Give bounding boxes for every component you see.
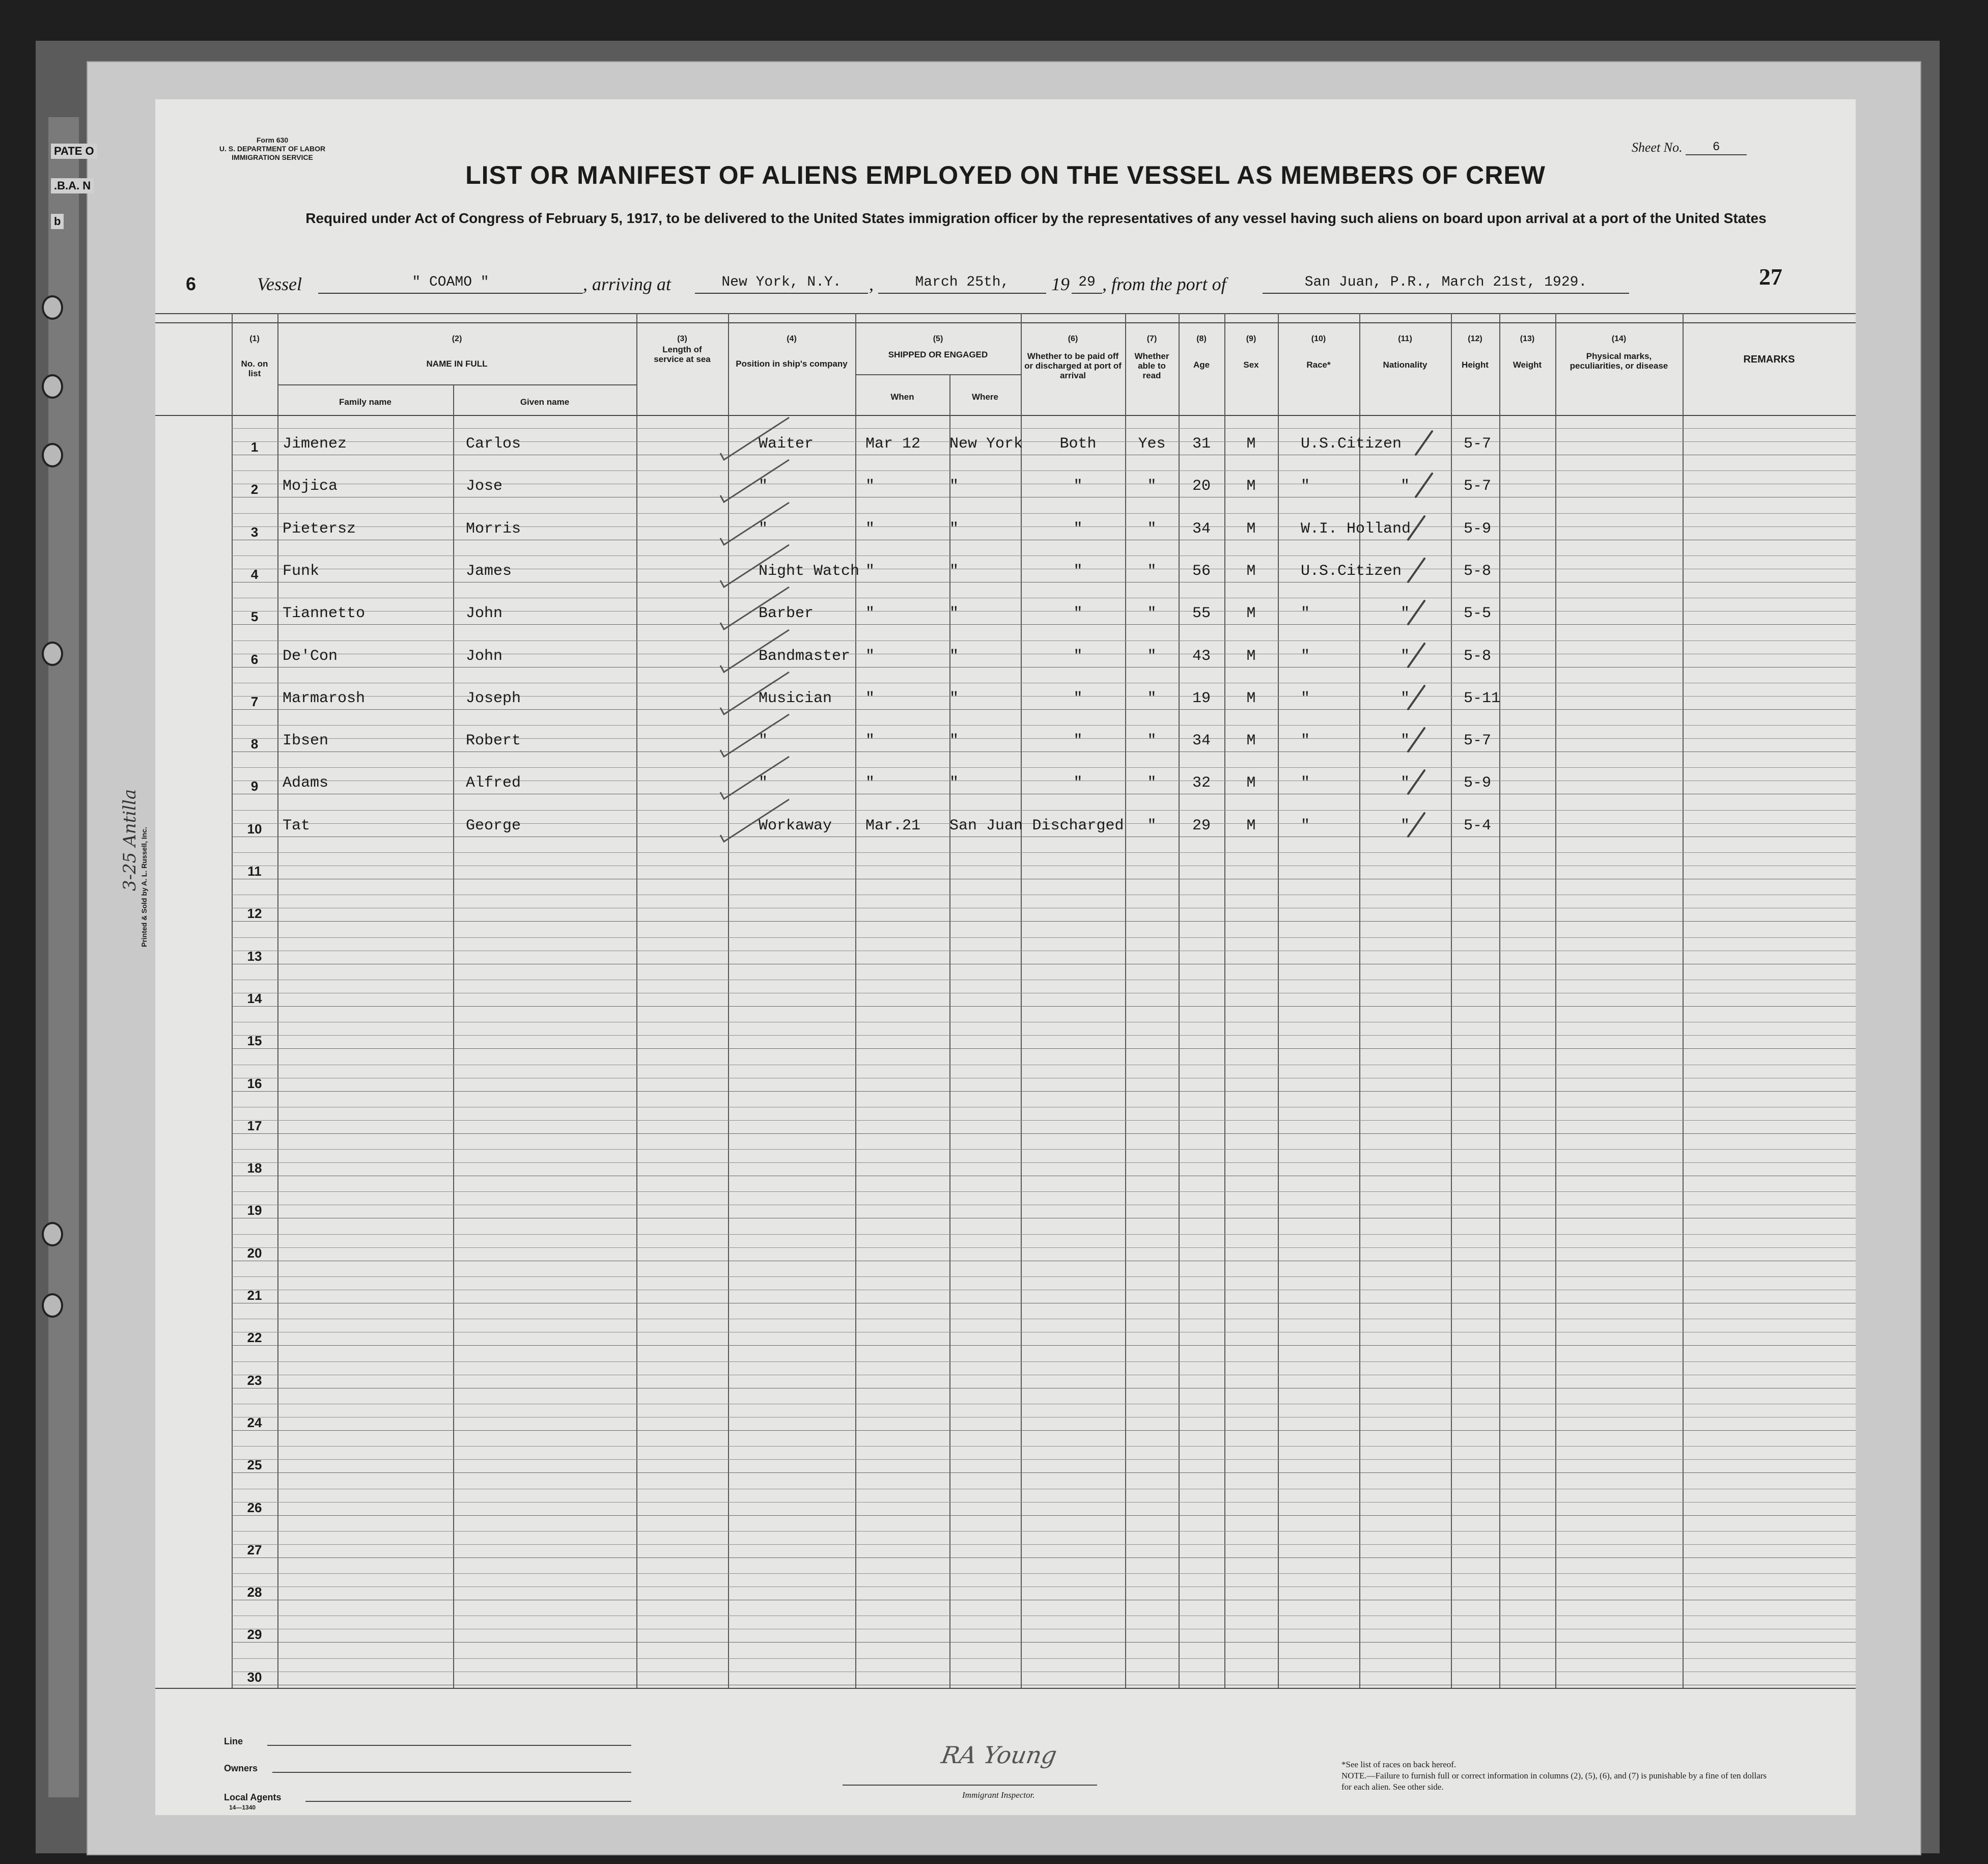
col-num: (12) bbox=[1468, 335, 1482, 343]
cell-paid: Discharged bbox=[1032, 817, 1124, 834]
cell-paid: " bbox=[1073, 562, 1083, 580]
cell-when: " bbox=[865, 689, 875, 707]
cell-age: 32 bbox=[1192, 774, 1211, 792]
cell-race: W.I. Holland bbox=[1301, 520, 1411, 538]
row-rule bbox=[232, 852, 1856, 853]
cell-paid: " bbox=[1073, 732, 1083, 750]
cell-family: De'Con bbox=[283, 647, 338, 665]
cell-given: Joseph bbox=[466, 689, 521, 707]
header-age: Age bbox=[1193, 360, 1210, 370]
cell-position: Bandmaster bbox=[759, 647, 851, 665]
binder-hole bbox=[42, 374, 63, 399]
binder-hole bbox=[42, 295, 63, 320]
cell-position: " bbox=[759, 520, 768, 538]
cell-age: 34 bbox=[1192, 732, 1211, 750]
cell-height: 5-8 bbox=[1464, 647, 1492, 665]
cell-given: John bbox=[466, 647, 503, 665]
row-rule bbox=[232, 1642, 1856, 1643]
cell-position: Night Watch bbox=[759, 562, 860, 580]
binder-hole bbox=[42, 1222, 63, 1246]
cell-race: U.S.Citizen bbox=[1301, 435, 1402, 453]
row-rule bbox=[232, 1502, 1856, 1503]
row-number: 12 bbox=[247, 906, 262, 922]
header-able-to-read: Whether able to read bbox=[1134, 351, 1169, 380]
row-rule bbox=[232, 1345, 1856, 1346]
row-rule bbox=[232, 1573, 1856, 1574]
cell-read: " bbox=[1147, 732, 1157, 750]
penalty-note: NOTE.—Failure to furnish full or correct information in columns (2), (5), (6), and (7) is punishable by a fine of ten dollars for each alien. See other side. bbox=[1341, 1771, 1767, 1792]
inspector-signature: RA Young bbox=[939, 1741, 1059, 1769]
row-rule bbox=[232, 1133, 1856, 1134]
cell-where: San Juan bbox=[949, 817, 1023, 834]
cell-family: Funk bbox=[283, 562, 320, 580]
row-rule bbox=[232, 1658, 1856, 1659]
cell-family: Mojica bbox=[283, 478, 338, 495]
cell-height: 5-5 bbox=[1464, 605, 1492, 623]
row-rule bbox=[232, 1557, 1856, 1558]
row-rule bbox=[232, 1515, 1856, 1516]
cell-given: Robert bbox=[466, 732, 521, 750]
cell-paid: " bbox=[1073, 478, 1083, 495]
col-num: (1) bbox=[249, 335, 260, 343]
row-rule bbox=[232, 810, 1856, 811]
header-shipped-or-engaged: SHIPPED OR ENGAGED bbox=[888, 350, 988, 359]
departure-port-date: San Juan, P.R., March 21st, 1929. bbox=[1263, 274, 1629, 294]
row-rule bbox=[232, 1472, 1856, 1473]
line-label: Line bbox=[224, 1736, 243, 1746]
cell-when: Mar 12 bbox=[865, 435, 921, 453]
col-num: (2) bbox=[452, 335, 462, 343]
row-number: 16 bbox=[247, 1075, 262, 1091]
cell-family: Tiannetto bbox=[283, 605, 366, 623]
cell-read: Yes bbox=[1138, 435, 1166, 453]
page-number-handwritten: 27 bbox=[1759, 264, 1782, 290]
row-rule bbox=[232, 1091, 1856, 1092]
owners-label: Owners bbox=[224, 1763, 258, 1773]
cell-sex: M bbox=[1246, 732, 1256, 750]
cell-sex: M bbox=[1246, 605, 1256, 623]
arriving-label: , arriving at bbox=[583, 274, 671, 294]
row-rule bbox=[232, 1234, 1856, 1235]
cell-race: " bbox=[1301, 774, 1310, 792]
cell-family: Pietersz bbox=[283, 520, 356, 538]
cell-given: John bbox=[466, 605, 503, 623]
row-number: 14 bbox=[247, 990, 262, 1006]
local-agents-label: Local Agents bbox=[224, 1792, 282, 1802]
row-number: 26 bbox=[247, 1499, 262, 1515]
row-rule bbox=[232, 1276, 1856, 1277]
cell-race: " bbox=[1301, 732, 1310, 750]
cell-position: Barber bbox=[759, 605, 814, 623]
row-number: 8 bbox=[250, 736, 259, 752]
row-number: 22 bbox=[247, 1330, 262, 1346]
cell-nationality: " bbox=[1400, 732, 1410, 750]
row-rule bbox=[232, 1191, 1856, 1192]
cell-height: 5-9 bbox=[1464, 774, 1492, 792]
cell-height: 5-7 bbox=[1464, 435, 1492, 453]
cell-position: " bbox=[759, 478, 768, 495]
cell-sex: M bbox=[1246, 435, 1256, 453]
page-edge-strip bbox=[48, 117, 79, 1797]
row-number: 1 bbox=[250, 439, 259, 455]
cell-sex: M bbox=[1246, 817, 1256, 834]
cell-race: " bbox=[1301, 605, 1310, 623]
cell-height: 5-11 bbox=[1464, 689, 1501, 707]
header-when: When bbox=[890, 392, 914, 402]
cell-sex: M bbox=[1246, 689, 1256, 707]
cell-when: " bbox=[865, 647, 875, 665]
row-rule bbox=[232, 624, 1856, 625]
vessel-name: " COAMO " bbox=[318, 274, 583, 294]
cell-read: " bbox=[1147, 647, 1157, 665]
cell-race: " bbox=[1301, 689, 1310, 707]
cell-age: 55 bbox=[1192, 605, 1211, 623]
pencil-check-mark bbox=[718, 500, 794, 546]
nationality-tick bbox=[1407, 557, 1426, 583]
binder-hole bbox=[42, 1293, 63, 1318]
cell-read: " bbox=[1147, 774, 1157, 792]
cell-sex: M bbox=[1246, 562, 1256, 580]
cell-position: Workaway bbox=[759, 817, 832, 834]
pencil-check-mark bbox=[718, 797, 794, 843]
header-physical-marks: Physical marks, peculiarities, or disease bbox=[1570, 351, 1668, 371]
arrival-date: March 25th, bbox=[878, 274, 1046, 294]
cell-sex: M bbox=[1246, 647, 1256, 665]
cell-nationality: " bbox=[1400, 605, 1410, 623]
row-rule bbox=[232, 428, 1856, 429]
from-port-label: , from the port of bbox=[1102, 274, 1226, 294]
cell-when: Mar.21 bbox=[865, 817, 921, 834]
cell-given: Alfred bbox=[466, 774, 521, 792]
row-number: 17 bbox=[247, 1118, 262, 1133]
manifest-sheet bbox=[155, 99, 1856, 1815]
cell-position: " bbox=[759, 774, 768, 792]
pencil-check-mark bbox=[718, 754, 794, 800]
cell-family: Tat bbox=[283, 817, 311, 834]
row-number: 10 bbox=[247, 821, 262, 837]
col-num: (10) bbox=[1311, 335, 1326, 343]
cell-position: Waiter bbox=[759, 435, 814, 453]
cell-where: " bbox=[949, 647, 959, 665]
header-where: Where bbox=[972, 392, 998, 402]
section-marker: 6 bbox=[186, 273, 197, 294]
cell-where: " bbox=[949, 478, 959, 495]
col-num: (3) bbox=[677, 335, 687, 343]
row-number: 9 bbox=[250, 778, 259, 794]
cell-race: " bbox=[1301, 647, 1310, 665]
sheet-number-label: Sheet No. bbox=[1632, 140, 1683, 155]
binder-hole bbox=[42, 642, 63, 666]
row-rule bbox=[232, 555, 1856, 556]
header-sex: Sex bbox=[1243, 360, 1259, 370]
cell-age: 34 bbox=[1192, 520, 1211, 538]
row-number: 29 bbox=[247, 1627, 262, 1643]
comma: , bbox=[869, 274, 874, 294]
crew-table bbox=[155, 313, 1856, 1688]
cell-read: " bbox=[1147, 817, 1157, 834]
cell-given: George bbox=[466, 817, 521, 834]
cell-family: Adams bbox=[283, 774, 329, 792]
row-number: 20 bbox=[247, 1245, 262, 1261]
cell-given: Jose bbox=[466, 478, 503, 495]
cell-nationality: " bbox=[1400, 689, 1410, 707]
header-race: Race* bbox=[1306, 360, 1331, 370]
pencil-check-mark bbox=[718, 670, 794, 715]
header-position: Position in ship's company bbox=[736, 359, 848, 369]
row-number: 24 bbox=[247, 1414, 262, 1430]
row-number: 7 bbox=[250, 693, 259, 709]
form-number: Form 630 bbox=[256, 136, 289, 144]
cell-when: " bbox=[865, 478, 875, 495]
row-rule bbox=[232, 937, 1856, 938]
cell-age: 29 bbox=[1192, 817, 1211, 834]
row-number: 18 bbox=[247, 1160, 262, 1176]
row-rule bbox=[232, 1162, 1856, 1163]
row-rule bbox=[232, 1120, 1856, 1121]
footer-form-code: 14—1340 bbox=[229, 1804, 256, 1811]
vessel-label: Vessel bbox=[257, 274, 302, 294]
cell-where: " bbox=[949, 774, 959, 792]
cell-when: " bbox=[865, 605, 875, 623]
col-num: (6) bbox=[1068, 335, 1078, 343]
races-note: *See list of races on back hereof. bbox=[1341, 1760, 1457, 1769]
row-number: 5 bbox=[250, 609, 259, 625]
cell-given: James bbox=[466, 562, 512, 580]
cell-where: " bbox=[949, 732, 959, 750]
cell-age: 19 bbox=[1192, 689, 1211, 707]
cell-family: Marmarosh bbox=[283, 689, 366, 707]
header-nationality: Nationality bbox=[1383, 360, 1427, 370]
cell-nationality: " bbox=[1400, 817, 1410, 834]
row-number: 23 bbox=[247, 1372, 262, 1388]
pencil-check-mark bbox=[718, 585, 794, 630]
edge-mark-3: b bbox=[51, 214, 64, 229]
col-num: (9) bbox=[1246, 335, 1256, 343]
pencil-check-mark bbox=[718, 712, 794, 758]
cell-when: " bbox=[865, 520, 875, 538]
row-number: 4 bbox=[250, 566, 259, 582]
row-rule bbox=[232, 1006, 1856, 1007]
cell-nationality: " bbox=[1400, 647, 1410, 665]
row-number: 6 bbox=[250, 651, 259, 667]
cell-height: 5-9 bbox=[1464, 520, 1492, 538]
cell-read: " bbox=[1147, 562, 1157, 580]
cell-read: " bbox=[1147, 689, 1157, 707]
pencil-check-mark bbox=[718, 415, 794, 461]
cell-when: " bbox=[865, 774, 875, 792]
row-rule bbox=[232, 1544, 1856, 1545]
cell-when: " bbox=[865, 732, 875, 750]
pencil-check-mark bbox=[718, 542, 794, 588]
header-paid-off: Whether to be paid off or discharged at port of arrival bbox=[1024, 351, 1122, 380]
row-rule bbox=[232, 709, 1856, 710]
edge-mark-1: PATE O bbox=[51, 144, 97, 159]
header-family-name: Family name bbox=[339, 397, 391, 407]
header-length-of-service: Length of service at sea bbox=[654, 345, 711, 364]
cell-sex: M bbox=[1246, 774, 1256, 792]
cell-paid: " bbox=[1073, 774, 1083, 792]
arrival-year: 29 bbox=[1072, 274, 1102, 294]
header-no-on-list: No. on list bbox=[241, 359, 268, 378]
cell-race: " bbox=[1301, 478, 1310, 495]
sheet-number bbox=[1632, 140, 1747, 155]
vessel-line bbox=[186, 273, 1845, 299]
cell-age: 43 bbox=[1192, 647, 1211, 665]
cell-race: " bbox=[1301, 817, 1310, 834]
col-num: (11) bbox=[1398, 335, 1412, 343]
header-weight: Weight bbox=[1513, 360, 1542, 370]
cell-where: New York bbox=[949, 435, 1023, 453]
header-given-name: Given name bbox=[520, 397, 570, 407]
cell-race: U.S.Citizen bbox=[1301, 562, 1402, 580]
row-number: 25 bbox=[247, 1457, 262, 1473]
edge-mark-2: .B.A. N bbox=[51, 178, 94, 193]
row-rule bbox=[232, 921, 1856, 922]
printer-credit: Printed & Sold by A. L. Russell, Inc. bbox=[140, 827, 148, 947]
inspector-label: Immigrant Inspector. bbox=[962, 1790, 1035, 1800]
cell-age: 56 bbox=[1192, 562, 1211, 580]
row-number: 19 bbox=[247, 1203, 262, 1218]
department-name: U. S. DEPARTMENT OF LABOR bbox=[219, 145, 326, 153]
row-number: 2 bbox=[250, 482, 259, 497]
cell-given: Carlos bbox=[466, 435, 521, 453]
col-num: (5) bbox=[933, 335, 943, 343]
row-number: 11 bbox=[247, 864, 262, 879]
pencil-check-mark bbox=[718, 627, 794, 673]
cell-sex: M bbox=[1246, 478, 1256, 495]
col-num: (7) bbox=[1146, 335, 1157, 343]
row-rule bbox=[232, 1149, 1856, 1150]
row-number: 27 bbox=[247, 1542, 262, 1557]
cell-age: 31 bbox=[1192, 435, 1211, 453]
col-num: (4) bbox=[787, 335, 797, 343]
row-rule bbox=[232, 513, 1856, 514]
cell-nationality: " bbox=[1400, 478, 1410, 495]
row-rule bbox=[232, 1459, 1856, 1460]
header-name-in-full: NAME IN FULL bbox=[426, 359, 488, 369]
header-height: Height bbox=[1462, 360, 1489, 370]
service-name: IMMIGRATION SERVICE bbox=[232, 153, 313, 161]
cell-nationality: " bbox=[1400, 774, 1410, 792]
cell-height: 5-8 bbox=[1464, 562, 1492, 580]
cell-paid: " bbox=[1073, 689, 1083, 707]
arrival-port: New York, N.Y. bbox=[695, 274, 868, 294]
cell-paid: " bbox=[1073, 520, 1083, 538]
document-title: LIST OR MANIFEST OF ALIENS EMPLOYED ON THE VESSEL AS MEMBERS OF CREW bbox=[465, 161, 1546, 189]
binder-hole bbox=[42, 443, 63, 467]
row-rule bbox=[232, 1361, 1856, 1362]
cell-given: Morris bbox=[466, 520, 521, 538]
cell-height: 5-4 bbox=[1464, 817, 1492, 834]
cell-read: " bbox=[1147, 605, 1157, 623]
cell-read: " bbox=[1147, 520, 1157, 538]
nationality-tick bbox=[1414, 430, 1434, 456]
cell-where: " bbox=[949, 689, 959, 707]
margin-pencil-note: 3-25 Antilla bbox=[120, 789, 140, 891]
cell-family: Jimenez bbox=[283, 435, 347, 453]
col-num: (8) bbox=[1196, 335, 1207, 343]
row-rule bbox=[232, 470, 1856, 471]
row-number: 21 bbox=[247, 1288, 262, 1303]
sheet-number-value: 6 bbox=[1686, 141, 1747, 155]
cell-paid: " bbox=[1073, 647, 1083, 665]
cell-height: 5-7 bbox=[1464, 732, 1492, 750]
row-rule bbox=[232, 1531, 1856, 1532]
cell-when: " bbox=[865, 562, 875, 580]
row-number: 13 bbox=[247, 948, 262, 964]
cell-age: 20 bbox=[1192, 478, 1211, 495]
pencil-check-mark bbox=[718, 457, 794, 503]
row-number: 15 bbox=[247, 1033, 262, 1049]
cell-position: Musician bbox=[759, 689, 832, 707]
row-rule bbox=[232, 1048, 1856, 1049]
cell-where: " bbox=[949, 520, 959, 538]
row-number: 30 bbox=[247, 1669, 262, 1685]
header-remarks: REMARKS bbox=[1743, 354, 1795, 365]
col-num: (13) bbox=[1520, 335, 1535, 343]
year-prefix: 19 bbox=[1051, 274, 1070, 294]
cell-paid: " bbox=[1073, 605, 1083, 623]
row-number: 28 bbox=[247, 1584, 262, 1600]
row-rule bbox=[232, 1035, 1856, 1036]
cell-family: Ibsen bbox=[283, 732, 329, 750]
cell-paid: Both bbox=[1059, 435, 1097, 453]
cell-where: " bbox=[949, 605, 959, 623]
row-rule bbox=[232, 725, 1856, 726]
document-subtitle: Required under Act of Congress of February 5, 1917, to be delivered to the United States immigration officer by the representatives of any vessel having such aliens on board upon arrival at a port of the United States bbox=[305, 210, 1767, 226]
row-number: 3 bbox=[250, 524, 259, 540]
cell-where: " bbox=[949, 562, 959, 580]
cell-height: 5-7 bbox=[1464, 478, 1492, 495]
cell-position: " bbox=[759, 732, 768, 750]
cell-read: " bbox=[1147, 478, 1157, 495]
row-rule bbox=[232, 767, 1856, 768]
col-num: (14) bbox=[1611, 335, 1627, 343]
form-identifier bbox=[209, 136, 336, 162]
row-rule bbox=[232, 1430, 1856, 1431]
row-rule bbox=[232, 1247, 1856, 1248]
cell-sex: M bbox=[1246, 520, 1256, 538]
